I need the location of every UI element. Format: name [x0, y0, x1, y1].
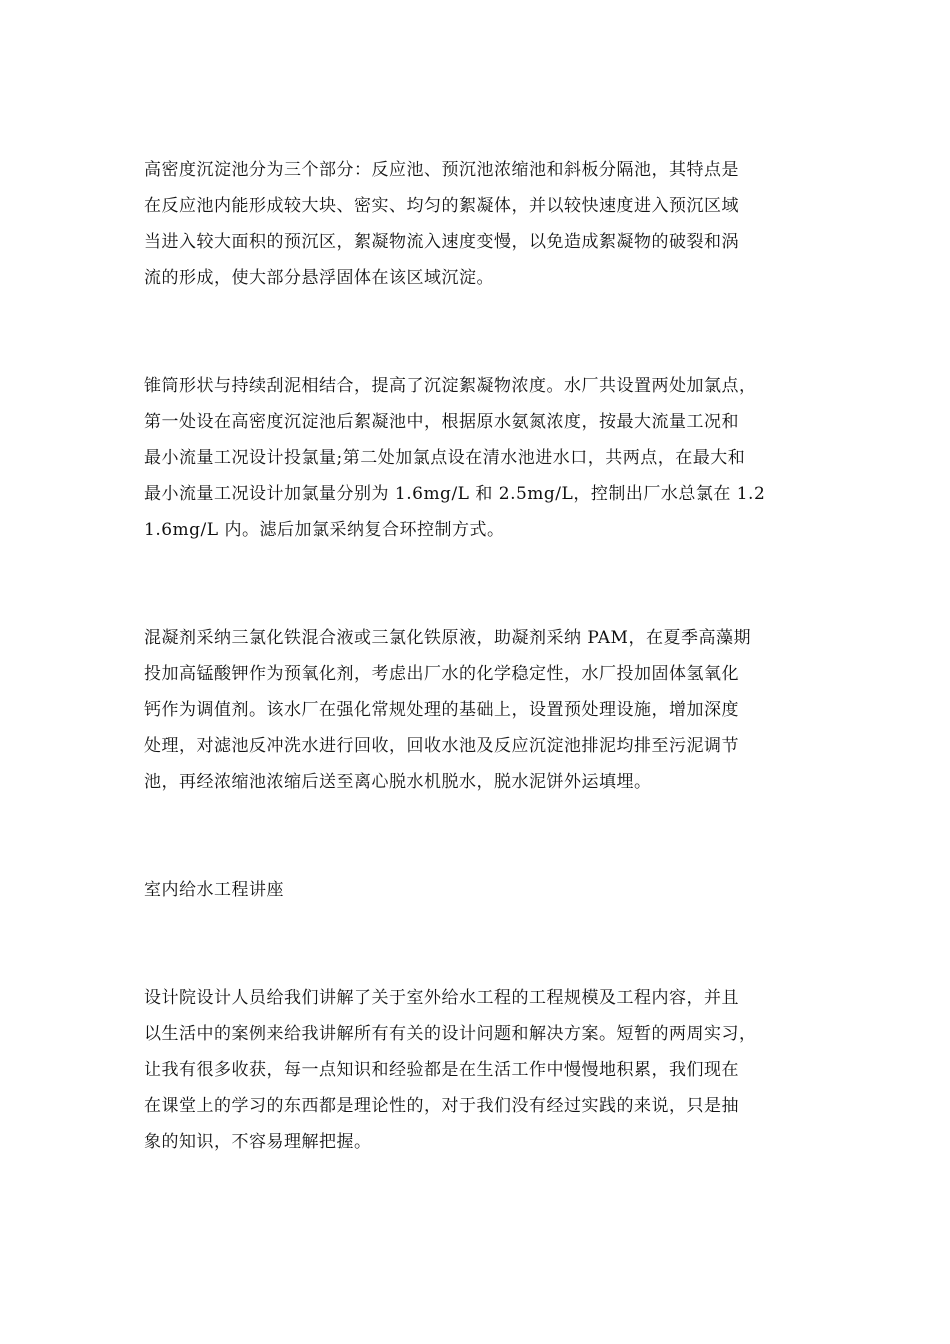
text-line: 在课堂上的学习的东西都是理论性的，对于我们没有经过实践的来说，只是抽 — [144, 1096, 739, 1116]
section-heading-lecture — [144, 872, 824, 908]
text-line: 1.6mg/L 内。滤后加氯采纳复合环控制方式。 — [144, 520, 505, 540]
text-line: 当进入较大面积的预沉区，絮凝物流入速度变慢，以免造成絮凝物的破裂和涡 — [144, 232, 739, 252]
text-line: 锥筒形状与持续刮泥相结合，提高了沉淀絮凝物浓度。水厂共设置两处加氯点， — [144, 376, 757, 396]
text-line: 池，再经浓缩池浓缩后送至离心脱水机脱水，脱水泥饼外运填埋。 — [144, 772, 652, 792]
text-line: 最小流量工况设计投氯量;第二处加氯点设在清水池进水口，共两点，在最大和 — [144, 448, 746, 468]
section-heading: 室内给水工程讲座 — [144, 880, 284, 900]
text-line: 在反应池内能形成较大块、密实、均匀的絮凝体，并以较快速度进入预沉区域 — [144, 196, 739, 216]
text-line: 第一处设在高密度沉淀池后絮凝池中，根据原水氨氮浓度，按最大流量工况和 — [144, 412, 739, 432]
paragraph-chlorination — [144, 368, 824, 548]
text-line: 最小流量工况设计加氯量分别为 1.6mg/L 和 2.5mg/L，控制出厂水总氯在 1.2 — [144, 484, 766, 504]
paragraph-lecture-summary — [144, 980, 824, 1160]
text-line: 象的知识，不容易理解把握。 — [144, 1132, 372, 1152]
text-line: 流的形成，使大部分悬浮固体在该区域沉淀。 — [144, 268, 494, 288]
text-line: 高密度沉淀池分为三个部分：反应池、预沉池浓缩池和斜板分隔池，其特点是 — [144, 160, 739, 180]
text-line: 处理，对滤池反冲洗水进行回收，回收水池及反应沉淀池排泥均排至污泥调节 — [144, 736, 739, 756]
text-line: 混凝剂采纳三氯化铁混合液或三氯化铁原液，助凝剂采纳 PAM，在夏季高藻期 — [144, 628, 751, 648]
text-line: 让我有很多收获，每一点知识和经验都是在生活工作中慢慢地积累，我们现在 — [144, 1060, 739, 1080]
text-line: 投加高锰酸钾作为预氧化剂，考虑出厂水的化学稳定性，水厂投加固体氢氧化 — [144, 664, 739, 684]
text-line: 设计院设计人员给我们讲解了关于室外给水工程的工程规模及工程内容，并且 — [144, 988, 739, 1008]
text-line: 以生活中的案例来给我讲解所有有关的设计问题和解决方案。短暂的两周实习， — [144, 1024, 757, 1044]
text-line: 钙作为调值剂。该水厂在强化常规处理的基础上，设置预处理设施，增加深度 — [144, 700, 739, 720]
paragraph-sedimentation-tank — [144, 152, 824, 296]
paragraph-coagulants — [144, 620, 824, 800]
